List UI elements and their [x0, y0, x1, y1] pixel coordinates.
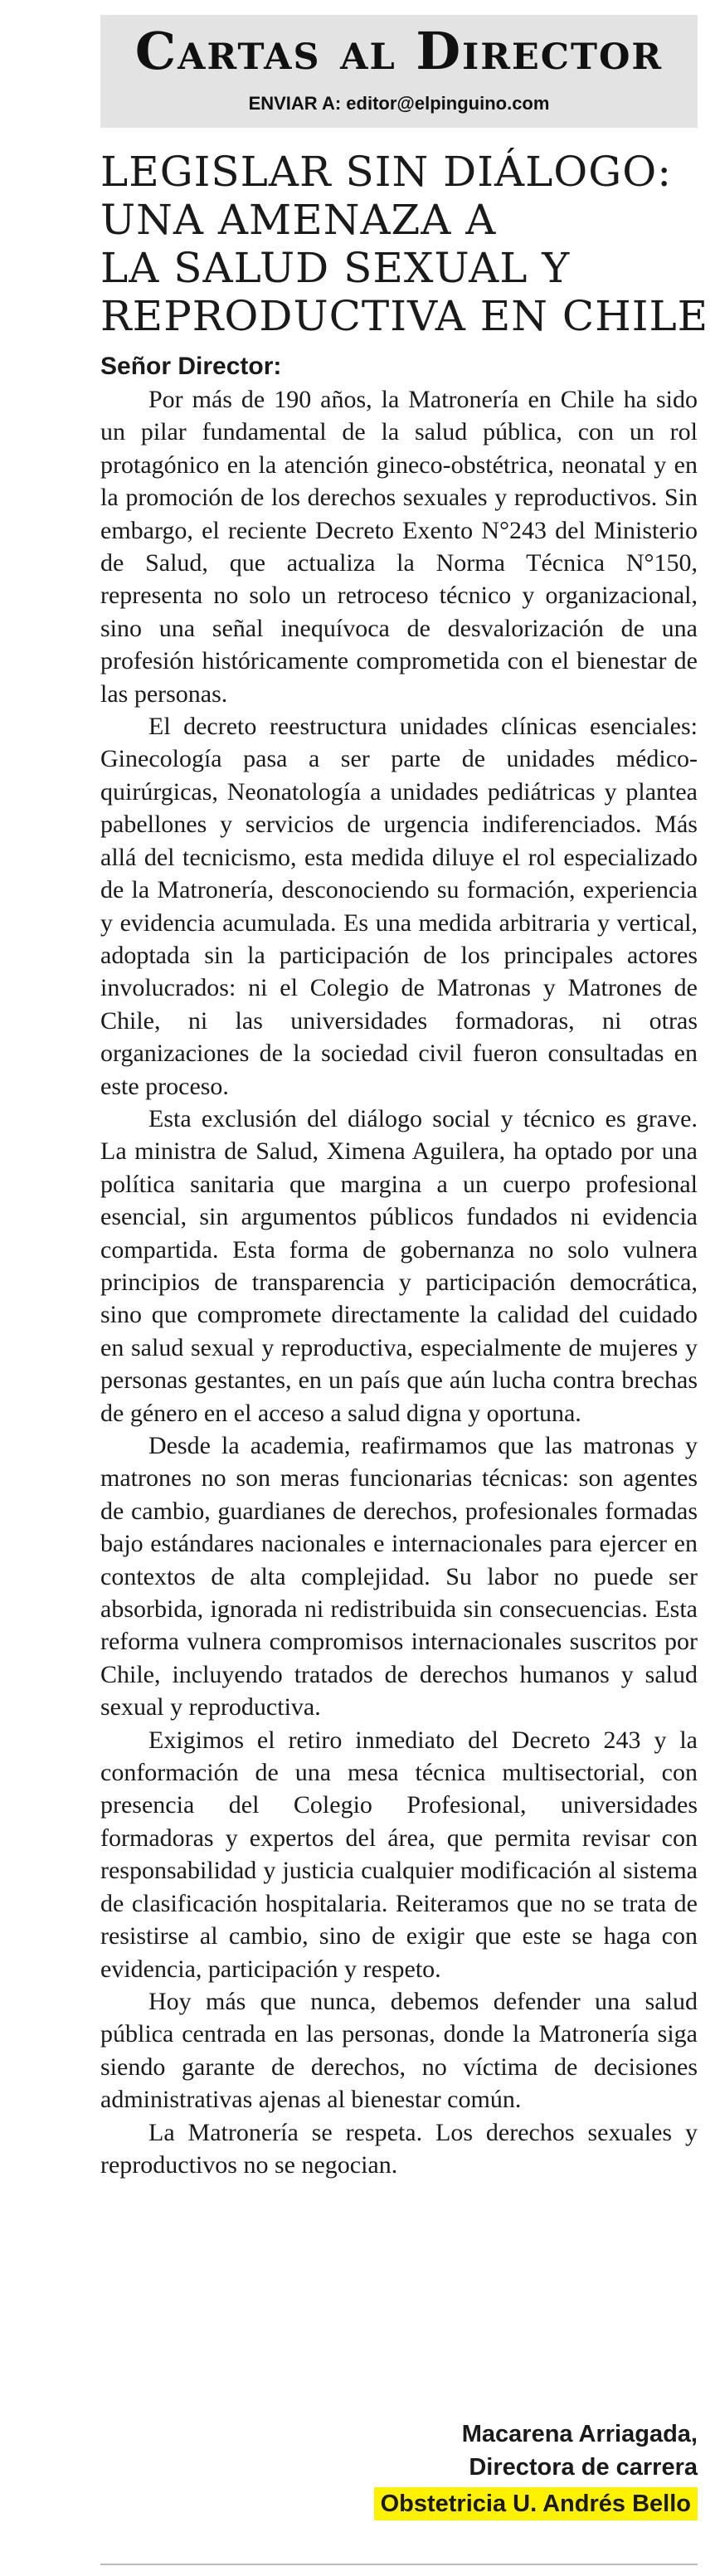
headline-line: LA SALUD SEXUAL Y — [100, 244, 571, 292]
signature-role: Directora de carrera — [469, 2454, 698, 2481]
headline-line: REPRODUCTIVA EN CHILE — [100, 292, 709, 340]
body-paragraph: Esta exclusión del diálogo social y técnico es grave. La ministra de Salud, Ximena Aguilera, ha optado por una política sanitaria que margina a un cuerpo profesional esencial, sin argumentos públicos fundados ni evidencia compartida. Esta forma de gobernanza no solo vulnera principios de transparencia y participación democrática, sino que compromete directamente la calidad del cuidado en salud sexual y reproductiva, especialmente de mujeres y personas gestantes, en un país que aún lucha contra brechas de género en el acceso a salud digna y oportuna. — [100, 1104, 698, 1427]
salutation: Señor Director: — [100, 353, 282, 380]
headline-line: UNA AMENAZA A — [100, 196, 497, 244]
letter-body — [100, 383, 698, 2181]
signature-affiliation: Obstetricia U. Andrés Bello — [374, 2487, 698, 2520]
body-paragraph: Por más de 190 años, la Matronería en Chile ha sido un pilar fundamental de la salud pública, con un rol protagónico en la atención gineco-obstétrica, neonatal y en la promoción de los derechos sexuales y reproductivos. Sin embargo, el reciente Decreto Exento N°243 del Ministerio de Salud, que actualiza la Norma Técnica N°150, representa no solo un retroceso técnico y organizacional, sino una señal inequívoca de desvalorización de una profesión históricamente comprometida con el bienestar de las personas. — [100, 386, 698, 708]
body-paragraph: La Matronería se respeta. Los derechos sexuales y reproductivos no se negocian. — [100, 2118, 698, 2179]
signature-name: Macarena Arriagada, — [461, 2421, 698, 2447]
headline-line: LEGISLAR SIN DIÁLOGO: — [100, 148, 673, 196]
body-paragraph: Desde la academia, reafirmamos que las matronas y matrones no son meras funcionarias técnicas: son agentes de cambio, guardianes de derechos, profesionales formadas bajo estándares nacionales e internacionales para ejercer en contextos de alta complejidad. Su labor no puede ser absorbida, ignorada ni redistribuida sin consecuencias. Esta reforma vulnera compromisos internacionales suscritos por Chile, incluyendo tratados de derechos humanos y salud sexual y reproductiva. — [100, 1432, 698, 1721]
send-to-email: ENVIAR A: editor@elpinguino.com — [248, 93, 550, 114]
section-title: Cartas al Director — [134, 21, 664, 81]
body-paragraph: Hoy más que nunca, debemos defender una salud pública centrada en las personas, donde la Matronería siga siendo garante de derechos, no víctima de decisiones administrativas ajenas al bienestar común. — [100, 1987, 698, 2114]
signature-block — [374, 2418, 698, 2520]
letter-headline — [100, 148, 709, 340]
bottom-divider — [100, 2564, 698, 2565]
body-paragraph: Exigimos el retiro inmediato del Decreto 243 y la conformación de una mesa técnica multisectorial, con presencia del Colegio Profesional, universidades formadoras y expertos del área, que permita revisar con responsabilidad y justicia cualquier modificación al sistema de clasificación hospitalaria. Reiteramos que no se trata de resistirse al cambio, sino de exigir que este se haga con evidencia, participación y respeto. — [100, 1726, 698, 1983]
body-paragraph: El decreto reestructura unidades clínicas esenciales: Ginecología pasa a ser parte de unidades médico-quirúrgicas, Neonatología a unidades pediátricas y plantea pabellones y servicios de urgencia indiferenciados. Más allá del tecnicismo, esta medida diluye el rol especializado de la Matronería, desconociendo su formación, experiencia y evidencia acumulada. Es una medida arbitraria y vertical, adoptada sin la participación de los principales actores involucrados: ni el Colegio de Matronas y Matrones de Chile, ni las universidades formadoras, ni otras organizaciones de la sociedad civil fueron consultadas en este proceso. — [100, 713, 698, 1100]
